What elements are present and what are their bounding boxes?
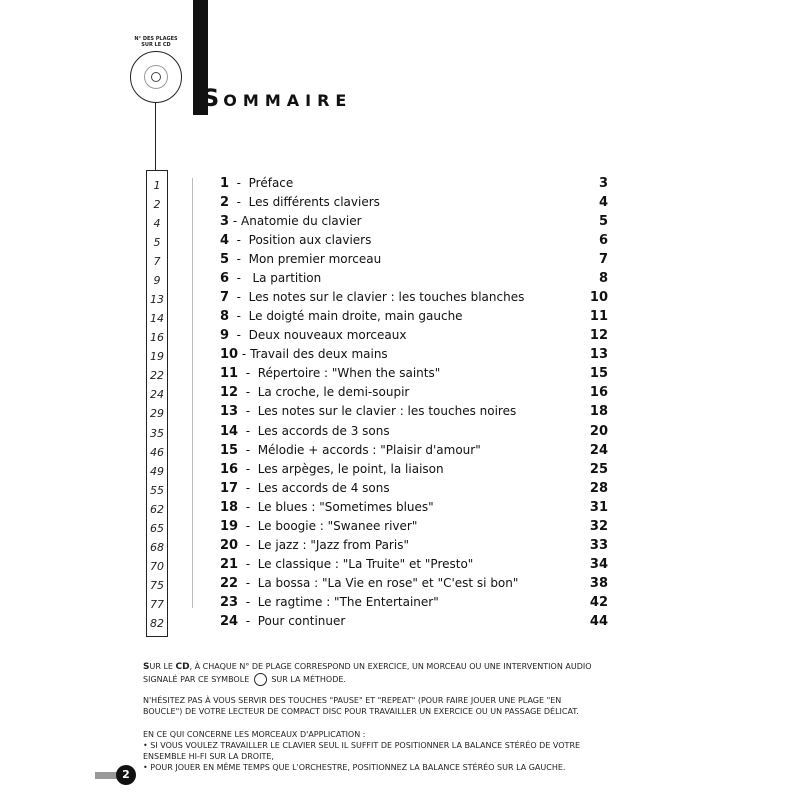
page-ref: 38 (589, 575, 608, 591)
chapter-title: Les notes sur le clavier : les touches blanches (248, 290, 525, 305)
track-number: 55 (150, 483, 164, 497)
separator: - (238, 404, 258, 419)
chapter-number: 19 (220, 518, 239, 534)
toc-row (220, 252, 608, 271)
toc-row (220, 309, 608, 328)
page-ref: 3 (598, 176, 608, 191)
page-ref: 42 (589, 594, 608, 610)
page-ref: 10 (589, 290, 608, 306)
chapter-number: 2 (220, 195, 230, 211)
separator: - (229, 271, 249, 286)
track-number: 1 (153, 179, 161, 192)
separator: - (229, 290, 249, 305)
track-number: 5 (153, 236, 161, 250)
chapter-title: Mon premier morceau (248, 252, 382, 267)
toc-row (220, 214, 608, 233)
separator: - (238, 461, 258, 476)
chapter-number: 13 (220, 404, 239, 420)
chapter-number: 24 (220, 613, 239, 629)
chapter-title: La bossa : "La Vie en rose" et "C'est si bon" (257, 575, 519, 590)
chapter-number: 8 (220, 309, 230, 325)
chapter-title: Anatomie du clavier (241, 214, 362, 229)
separator: - (238, 347, 251, 362)
chapter-title: La partition (248, 271, 322, 286)
page-ref: 7 (598, 252, 608, 268)
cd-tracks-label: N° DES PLAGES SUR LE CD (134, 36, 178, 48)
track-number: 49 (150, 464, 164, 478)
track-number: 29 (150, 407, 164, 421)
page-ref: 44 (589, 613, 608, 629)
track-number: 62 (150, 502, 164, 516)
separator: - (229, 176, 249, 190)
page-ref: 4 (598, 195, 608, 211)
chapter-number: 22 (220, 575, 239, 591)
toc-row (220, 328, 608, 347)
chapter-number: 7 (220, 290, 230, 306)
toc-row (220, 538, 608, 557)
chapter-number: 9 (220, 328, 230, 344)
chapter-number: 10 (220, 347, 239, 363)
separator: - (238, 613, 258, 628)
toc-row (220, 595, 608, 614)
page-ref: 16 (589, 385, 608, 401)
chapter-title: Le boogie : "Swanee river" (257, 518, 418, 533)
track-number: 16 (150, 331, 164, 345)
toc-row (220, 290, 608, 309)
page-ref: 24 (589, 442, 608, 458)
chapter-number: 23 (220, 594, 239, 610)
separator: - (229, 195, 249, 210)
page-ref: 13 (589, 347, 608, 363)
toc-row (220, 424, 608, 443)
chapter-title: Les accords de 4 sons (257, 480, 390, 495)
cd-hole (151, 72, 161, 82)
footer-bar (95, 772, 117, 779)
track-number: 13 (150, 293, 164, 307)
chapter-title: Position aux claviers (248, 233, 372, 248)
chapter-number: 3 (220, 214, 230, 230)
chapter-title: Le jazz : "Jazz from Paris" (257, 537, 409, 552)
page-ref: 15 (589, 366, 608, 382)
separator: - (238, 385, 258, 400)
toc-row (220, 557, 608, 576)
track-number: 24 (150, 388, 164, 402)
application-note-bullet-2: • POUR JOUER EN MÊME TEMPS QUE L'ORCHESTRE, POSITIONNEZ LA BALANCE STÉRÉO SUR LA GAUCHE. (143, 763, 566, 772)
chapter-title: Les différents claviers (248, 195, 380, 210)
page-ref: 6 (598, 233, 608, 249)
chapter-title: Le doigté main droite, main gauche (248, 309, 463, 324)
pause-repeat-note: N'HÉSITEZ PAS À VOUS SERVIR DES TOUCHES "PAUSE" ET "REPEAT" (POUR FAIRE JOUER UNE PLAGE "EN BOUCLE") DE VOTRE LECTEUR DE COMPACT DISC POUR TRAVAILLER UN EXERCICE OU UN PASSAGE DÉLICAT. (143, 696, 579, 716)
track-number: 46 (150, 445, 164, 459)
track-number: 77 (150, 597, 164, 611)
chapter-number: 15 (220, 442, 239, 458)
page-ref: 12 (589, 328, 608, 344)
track-number: 82 (150, 616, 164, 630)
toc-row (220, 366, 608, 385)
separator: - (238, 480, 258, 495)
toc-row (220, 404, 608, 423)
chapter-number: 6 (220, 271, 230, 287)
toc-row (220, 195, 608, 214)
chapter-title: Mélodie + accords : "Plaisir d'amour" (257, 442, 481, 457)
page-ref: 18 (589, 404, 608, 420)
separator: - (238, 537, 258, 552)
chapter-number: 18 (220, 499, 239, 515)
cd-symbol-icon (254, 673, 267, 686)
separator: - (238, 366, 258, 381)
chapter-number: 5 (220, 252, 230, 268)
title-initial: S (202, 84, 224, 112)
page-ref: 8 (598, 271, 608, 287)
separator: - (238, 518, 258, 533)
chapter-number: 1 (220, 176, 230, 191)
track-number: 7 (153, 255, 161, 269)
toc-row (220, 500, 608, 519)
application-note (143, 729, 598, 773)
chapter-title: Les notes sur le clavier : les touches noires (257, 404, 517, 419)
track-number: 22 (150, 369, 164, 383)
page-ref: 33 (589, 537, 608, 553)
toc-row (220, 233, 608, 252)
separator: - (238, 499, 258, 514)
page-ref: 5 (598, 214, 608, 230)
chapter-number: 16 (220, 461, 239, 477)
chapter-number: 11 (220, 366, 239, 382)
chapter-title: Les accords de 3 sons (257, 423, 390, 438)
page-ref: 32 (589, 518, 608, 534)
chapter-number: 20 (220, 537, 239, 553)
chapter-title: Répertoire : "When the saints" (257, 366, 441, 381)
toc-row (220, 443, 608, 462)
chapter-title: La croche, le demi-soupir (257, 385, 410, 400)
chapter-title: Pour continuer (257, 613, 346, 628)
chapter-number: 21 (220, 556, 239, 572)
toc-row (220, 576, 608, 595)
separator: - (238, 423, 258, 438)
track-number: 2 (153, 198, 161, 212)
page-ref: 34 (589, 556, 608, 572)
separator: - (238, 442, 258, 457)
track-number: 68 (150, 540, 164, 554)
track-number: 14 (150, 312, 164, 326)
chapter-number: 17 (220, 480, 239, 496)
separator: - (238, 594, 258, 609)
track-number: 4 (153, 217, 161, 231)
separator: - (229, 233, 249, 248)
page-ref: 25 (589, 461, 608, 477)
application-note-intro: EN CE QUI CONCERNE LES MORCEAUX D'APPLICATION : (143, 730, 366, 739)
page-title (202, 84, 352, 112)
page-number: 2 (116, 765, 136, 785)
separator: - (229, 309, 249, 324)
chapter-number: 14 (220, 423, 239, 439)
track-number: 35 (150, 426, 164, 440)
application-note-bullet-1: • SI VOUS VOULEZ TRAVAILLER LE CLAVIER SEUL IL SUFFIT DE POSITIONNER LA BALANCE STÉRÉO DE VOTRE ENSEMBLE HI-FI SUR LA DROITE, (143, 741, 581, 761)
column-divider (192, 178, 193, 608)
track-number: 9 (153, 274, 161, 288)
track-number: 19 (150, 350, 164, 364)
track-number: 70 (150, 559, 164, 573)
chapter-title: Le blues : "Sometimes blues" (257, 499, 434, 514)
toc-row (220, 614, 608, 633)
page-ref: 28 (589, 480, 608, 496)
separator: - (229, 328, 249, 343)
toc-row (220, 176, 608, 195)
toc-row (220, 462, 608, 481)
toc-row (220, 347, 608, 366)
separator: - (238, 575, 258, 590)
separator: - (229, 214, 242, 229)
track-number-column (146, 170, 168, 637)
page-ref: 11 (589, 309, 608, 325)
chapter-title: Les arpèges, le point, la liaison (257, 461, 444, 476)
title-rest: OMMAIRE (223, 91, 353, 110)
toc-row (220, 385, 608, 404)
toc-row (220, 481, 608, 500)
cd-note: SUR LE CD, À CHAQUE N° DE PLAGE CORRESPOND UN EXERCICE, UN MORCEAU OU UNE INTERVENTION AUDIO SIGNALÉ PAR CE SYMBOLE SUR LA MÉTHODE. (143, 662, 592, 684)
track-number: 65 (150, 521, 164, 535)
toc-row (220, 519, 608, 538)
chapter-title: Le classique : "La Truite" et "Presto" (257, 556, 474, 571)
cd-disc-icon (130, 51, 182, 103)
chapter-number: 12 (220, 385, 239, 401)
chapter-title: Travail des deux mains (250, 347, 388, 362)
separator: - (238, 556, 258, 571)
toc-row (220, 271, 608, 290)
chapter-number: 4 (220, 233, 230, 249)
track-number: 75 (150, 578, 164, 592)
page-ref: 31 (589, 499, 608, 515)
chapter-title: Deux nouveaux morceaux (248, 328, 407, 343)
page-ref: 20 (589, 423, 608, 439)
chapter-title: Le ragtime : "The Entertainer" (257, 594, 439, 609)
chapter-title: Préface (248, 176, 294, 190)
cd-connector-line (155, 102, 156, 170)
separator: - (229, 252, 249, 267)
